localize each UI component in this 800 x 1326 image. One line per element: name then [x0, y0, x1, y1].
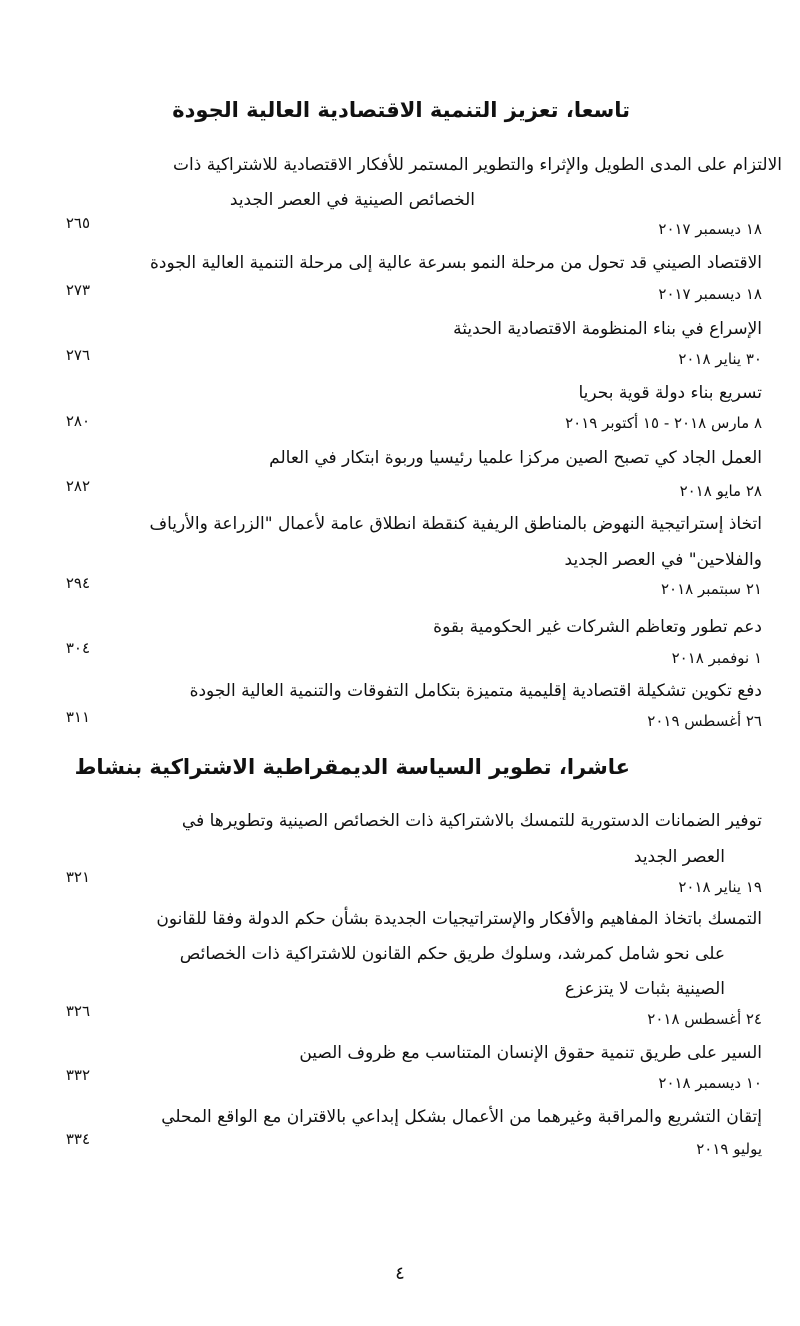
entry-date: ١٨ ديسمبر ٢٠١٧: [658, 285, 762, 303]
entry-page-number: ٢٦٥: [65, 214, 90, 232]
section-title: تاسعا، تعزيز التنمية الاقتصادية العالية الجودة: [172, 98, 630, 122]
entry-date: ٢١ سبتمبر ٢٠١٨: [661, 580, 762, 598]
entry-title-line: العمل الجاد كي تصبح الصين مركزا علميا رئيسيا وربوة ابتكار في العالم: [269, 448, 762, 468]
entry-date: ١٠ ديسمبر ٢٠١٨: [658, 1074, 762, 1092]
entry-title-line: العصر الجديد: [633, 847, 725, 867]
entry-title-line: دفع تكوين تشكيلة اقتصادية إقليمية متميزة بتكامل التفوقات والتنمية العالية الجودة: [189, 681, 762, 701]
entry-page-number: ٣٢٦: [65, 1002, 90, 1020]
entry-page-number: ٣٣٢: [65, 1066, 90, 1084]
entry-title-line: إتقان التشريع والمراقبة وغيرهما من الأعمال بشكل إبداعي بالاقتران مع الواقع المحلي: [161, 1107, 762, 1127]
entry-page-number: ٣٢١: [65, 868, 90, 886]
entry-title-line: تسريع بناء دولة قوية بحريا: [578, 383, 762, 403]
entry-title-line: دعم تطور وتعاظم الشركات غير الحكومية بقوة: [433, 617, 762, 637]
section-title: عاشرا، تطوير السياسة الديمقراطية الاشتراكية بنشاط: [74, 755, 630, 779]
entry-date: ١٩ يناير ٢٠١٨: [678, 878, 762, 896]
entry-page-number: ٢٧٦: [65, 346, 90, 364]
entry-title-line: الالتزام على المدى الطويل والإثراء والتطوير المستمر للأفكار الاقتصادية للاشتراكية ذات: [173, 155, 782, 175]
entry-page-number: ٣٠٤: [65, 639, 90, 657]
entry-title-line: والفلاحين" في العصر الجديد: [564, 550, 762, 570]
entry-page-number: ٢٧٣: [65, 281, 90, 299]
entry-title-line: الخصائص الصينية في العصر الجديد: [229, 190, 475, 210]
entry-date: ١٨ ديسمبر ٢٠١٧: [658, 220, 762, 238]
entry-date: ١ نوفمبر ٢٠١٨: [671, 649, 762, 667]
entry-title-line: توفير الضمانات الدستورية للتمسك بالاشتراكية ذات الخصائص الصينية وتطويرها في: [181, 811, 762, 831]
entry-title-line: على نحو شامل كمرشد، وسلوك طريق حكم القانون للاشتراكية ذات الخصائص: [179, 944, 725, 964]
entry-title-line: اتخاذ إستراتيجية النهوض بالمناطق الريفية كنقطة انطلاق عامة لأعمال "الزراعة والأرياف: [149, 514, 762, 534]
entry-page-number: ٣٣٤: [65, 1130, 90, 1148]
page-footer-number: ٤: [395, 1263, 405, 1284]
entry-title-line: الاقتصاد الصيني قد تحول من مرحلة النمو بسرعة عالية إلى مرحلة التنمية العالية الجودة: [150, 253, 762, 273]
entry-date: يوليو ٢٠١٩: [696, 1140, 762, 1158]
entry-page-number: ٢٨٠: [65, 412, 90, 430]
entry-page-number: ٢٨٢: [65, 477, 90, 495]
entry-title-line: السير على طريق تنمية حقوق الإنسان المتناسب مع ظروف الصين: [299, 1043, 762, 1063]
entry-page-number: ٣١١: [65, 708, 90, 726]
entry-date: ٢٤ أغسطس ٢٠١٨: [647, 1010, 762, 1028]
entry-page-number: ٢٩٤: [65, 574, 90, 592]
entry-date: ٢٨ مايو ٢٠١٨: [679, 482, 762, 500]
entry-title-line: الإسراع في بناء المنظومة الاقتصادية الحديثة: [453, 319, 762, 339]
entry-date: ٢٦ أغسطس ٢٠١٩: [647, 712, 762, 730]
entry-title-line: الصينية بثبات لا يتزعزع: [564, 979, 725, 999]
entry-date: ٣٠ يناير ٢٠١٨: [678, 350, 762, 368]
entry-date: ٨ مارس ٢٠١٨ - ١٥ أكتوبر ٢٠١٩: [565, 414, 762, 432]
entry-title-line: التمسك باتخاذ المفاهيم والأفكار والإستراتيجيات الجديدة بشأن حكم الدولة وفقا للقانون: [156, 909, 762, 929]
